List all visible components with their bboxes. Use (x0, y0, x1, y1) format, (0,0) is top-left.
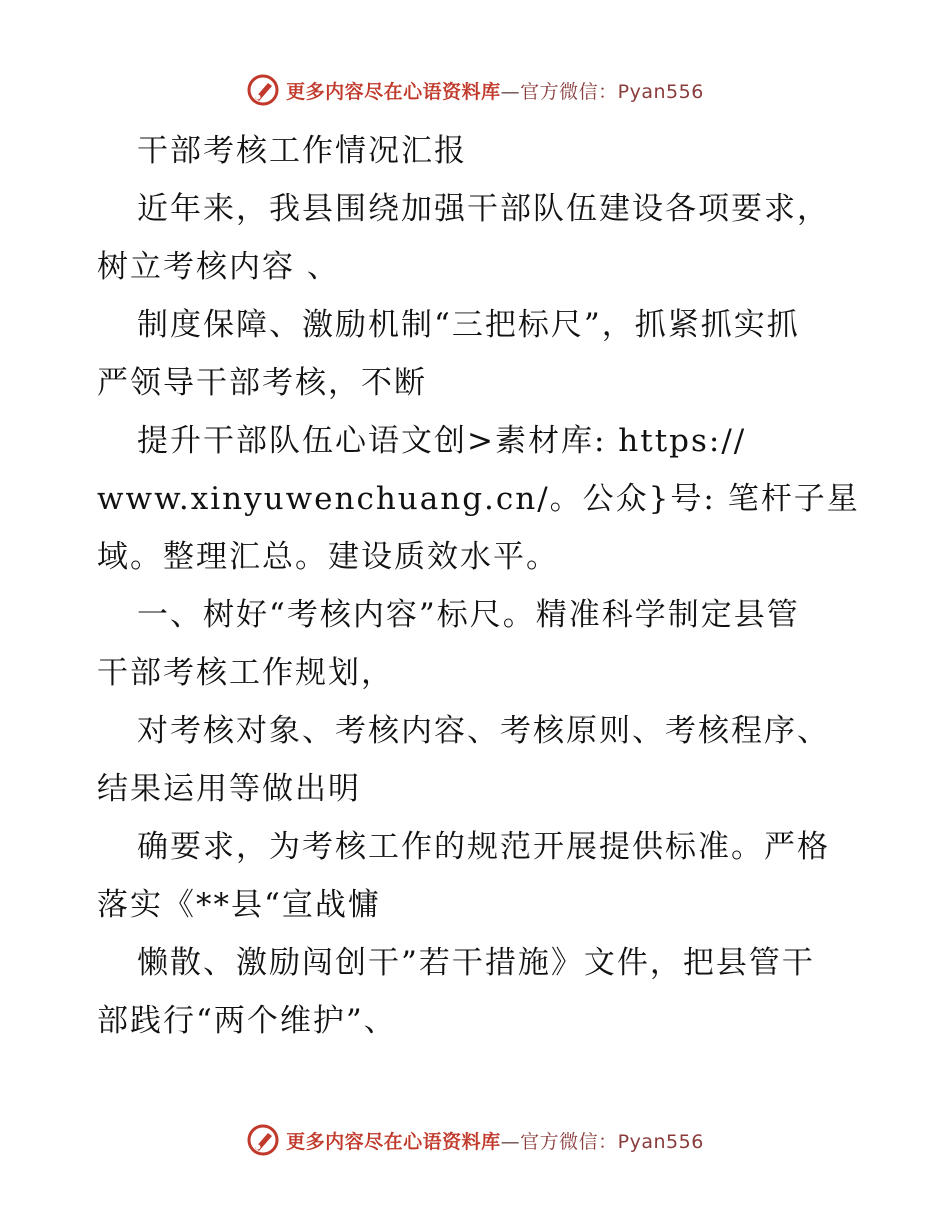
document-title: 干部考核工作情况汇报 (137, 133, 467, 169)
document-body (97, 122, 860, 1050)
text-line: 树立考核内容 、 (97, 249, 340, 285)
header-separator: — (500, 80, 521, 103)
text-line: 一、树好“考核内容”标尺。精准科学制定县管 (137, 597, 800, 633)
text-line: 结果运用等做出明 (97, 771, 361, 807)
text-line: 制度保障、激励机制“三把标尺”，抓紧抓实抓 (137, 307, 800, 343)
footer-banner (0, 1120, 950, 1160)
pen-logo-icon (246, 73, 280, 107)
text-line: 域。整理汇总。建设质效水平。 (97, 539, 559, 575)
text-line: 对考核对象、考核内容、考核原则、考核程序、 (137, 713, 830, 749)
footer-banner-content (246, 1123, 704, 1157)
text-line: 落实《**县“宣战慵 (97, 887, 381, 923)
footer-contact: 官方微信：Pyan556 (520, 1130, 704, 1153)
footer-brand: 更多内容尽在心语资料库 (286, 1130, 501, 1153)
text-line: 干部考核工作规划， (97, 655, 394, 691)
header-banner-text (286, 77, 704, 104)
header-brand: 更多内容尽在心语资料库 (286, 80, 501, 103)
text-line: 提升干部队伍心语文创>素材库: https:// (137, 423, 747, 459)
footer-banner-text (286, 1127, 704, 1154)
text-line: 近年来，我县围绕加强干部队伍建设各项要求， (137, 191, 830, 227)
header-banner-content (246, 73, 704, 107)
text-line: 懒散、激励闯创干”若干措施》文件，把县管干 (137, 945, 815, 981)
text-line: 部践行“两个维护”、 (97, 1003, 397, 1039)
footer-separator: — (500, 1130, 521, 1153)
text-line: www.xinyuwenchuang.cn/。公众}号: 笔杆子星 (97, 481, 860, 517)
pen-logo-icon (246, 1123, 280, 1157)
header-contact: 官方微信：Pyan556 (520, 80, 704, 103)
text-line: 确要求，为考核工作的规范开展提供标准。严格 (137, 829, 830, 865)
text-line: 严领导干部考核，不断 (97, 365, 427, 401)
header-banner (0, 70, 950, 110)
